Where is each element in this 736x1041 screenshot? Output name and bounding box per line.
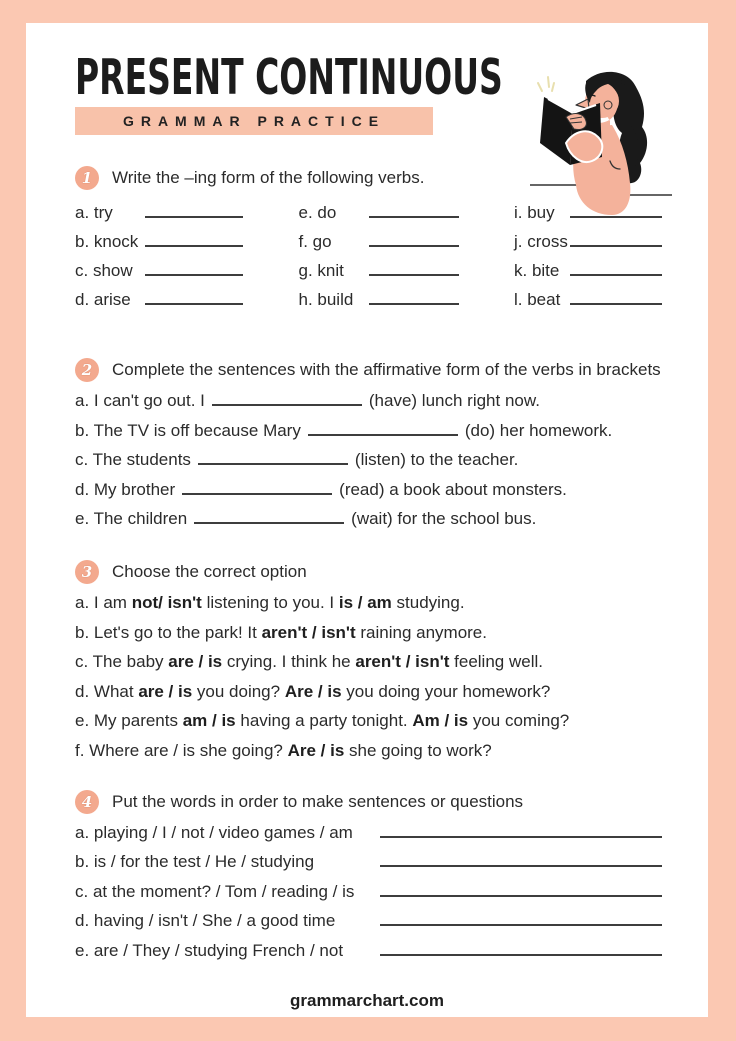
woman-reading-book-illustration [526,65,676,217]
exercise-number-badge: 1 [75,166,99,190]
exercise-instruction: Write the –ing form of the following verbs. [112,168,425,187]
answer-blank[interactable] [369,234,459,247]
verb-label: k. bite [514,261,560,280]
scrambled-words: e. are / They / studying French / not [75,940,344,960]
option-choice: is / am [338,593,392,612]
worksheet-header [75,49,662,135]
verb-grid [75,203,662,319]
option-sentence [75,593,662,613]
option-text: listening to you. I [201,593,339,612]
answer-blank[interactable] [380,854,662,867]
option-sentence [75,711,662,731]
verb-item [299,203,459,223]
verb-item [75,203,243,223]
answer-blank[interactable] [380,884,662,897]
answer-blank[interactable] [198,452,348,465]
sentence-after: (have) lunch right now. [368,391,540,410]
sentence-after: (wait) for the school bus. [351,509,537,528]
option-text: f. Where are / is she going? [75,740,288,760]
sentence-after: (do) her homework. [464,420,613,440]
option-text: she going to work? [344,740,492,760]
option-text: you doing? [192,681,285,701]
fill-in-sentence [75,480,662,500]
verb-label: c. show [75,261,133,280]
exercise-number-badge: 4 [75,790,99,814]
option-text: e. My parents [75,711,183,730]
verb-label: a. try [75,203,113,222]
verb-label: e. do [298,203,337,222]
exercise-instruction: Choose the correct option [112,562,307,581]
option-choice: Am / is [412,711,469,730]
verb-label: j. cross [514,232,568,251]
verb-item [75,290,243,310]
option-text: raining anymore. [355,622,487,642]
scrambled-words: a. playing / I / not / video games / am [75,822,353,842]
answer-blank[interactable] [369,292,459,305]
fill-in-sentence [75,509,662,529]
answer-blank[interactable] [570,292,662,305]
answer-blank[interactable] [212,393,362,406]
option-choice: aren't / isn't [261,622,356,642]
scrambled-words: b. is / for the test / He / studying [75,852,315,871]
exercise-instruction: Complete the sentences with the affirmative form of the verbs in brackets [112,360,661,379]
answer-blank[interactable] [380,825,662,838]
option-text: a. I am [75,593,132,612]
reorder-sentence-list [75,823,662,961]
option-choice: am / is [182,711,236,730]
worksheet-content-area [26,23,708,1017]
option-text: you doing your homework? [341,681,551,701]
verb-item [514,261,662,281]
option-sentence [75,741,662,761]
option-choice: aren't / isn't [355,652,450,671]
answer-blank[interactable] [308,423,458,436]
answer-blank[interactable] [380,913,662,926]
worksheet-title: PRESENT CONTINUOUS [75,49,503,107]
reorder-item [75,852,662,872]
answer-blank[interactable] [570,263,662,276]
fill-in-sentence [75,421,662,441]
exercise-4-section [75,789,662,961]
exercise-number-badge: 3 [75,560,99,584]
option-sentence [75,623,662,643]
verb-item [299,261,459,281]
option-text: you coming? [468,711,570,730]
exercise-2-heading [75,357,662,383]
verb-item [514,232,662,252]
answer-blank[interactable] [145,292,243,305]
option-text: b. Let's go to the park! It [75,622,262,642]
verb-item [75,232,243,252]
scrambled-words: c. at the moment? / Tom / reading / is [75,881,355,901]
exercise-number-badge: 2 [75,358,99,382]
option-sentence [75,682,662,702]
exercise-3-section [75,559,662,761]
reorder-item [75,941,662,961]
verb-label: d. arise [75,290,131,309]
answer-blank[interactable] [194,511,344,524]
verb-item [299,232,459,252]
answer-blank[interactable] [380,943,662,956]
reorder-item [75,823,662,843]
answer-blank[interactable] [182,482,332,495]
sentence-before: b. The TV is off because Mary [75,420,301,440]
verb-column [75,203,243,319]
option-choice: not/ isn't [131,593,202,612]
option-text: crying. I think he [222,652,356,671]
answer-blank[interactable] [145,205,243,218]
reorder-item [75,882,662,902]
fill-in-sentence [75,450,662,470]
verb-item [514,290,662,310]
verb-column [299,203,459,319]
exercise-instruction: Put the words in order to make sentences or questions [112,791,524,811]
reorder-item [75,911,662,931]
answer-blank[interactable] [145,234,243,247]
answer-blank[interactable] [145,263,243,276]
option-text: feeling well. [449,652,543,671]
sentence-after: (read) a book about monsters. [339,479,567,499]
sentence-before: d. My brother [75,479,176,499]
option-sentence-list [75,593,662,761]
sentence-before: a. I can't go out. I [75,391,205,410]
verb-item [299,290,459,310]
sentence-after: (listen) to the teacher. [354,450,519,469]
option-text: d. What [75,681,139,701]
verb-label: i. buy [514,203,555,222]
verb-column [514,203,662,319]
answer-blank[interactable] [369,263,459,276]
option-choice: are / is [138,681,193,701]
footer-url: grammarchart.com [289,991,444,1010]
answer-blank[interactable] [570,234,662,247]
scrambled-words: d. having / isn't / She / a good time [75,911,336,930]
exercise-4-heading [75,789,662,815]
option-choice: Are / is [287,740,345,760]
exercise-2-section [75,357,662,529]
option-sentence [75,652,662,672]
answer-blank[interactable] [369,205,459,218]
exercise-3-heading [75,559,662,585]
sentence-before: e. The children [75,509,188,528]
option-choice: Are / is [284,681,342,701]
verb-label: g. knit [298,261,344,280]
verb-label: h. build [298,290,354,309]
verb-label: f. go [298,232,332,251]
sentence-list [75,391,662,529]
sentence-before: c. The students [75,450,191,469]
fill-in-sentence [75,391,662,411]
worksheet-subtitle-banner: GRAMMAR PRACTICE [75,107,433,135]
option-text: c. The baby [75,652,169,671]
verb-label: l. beat [514,290,561,309]
option-choice: are / is [168,652,223,671]
option-text: studying. [391,593,465,612]
verb-label: b. knock [75,232,139,251]
verb-item [75,261,243,281]
option-text: having a party tonight. [235,711,413,730]
